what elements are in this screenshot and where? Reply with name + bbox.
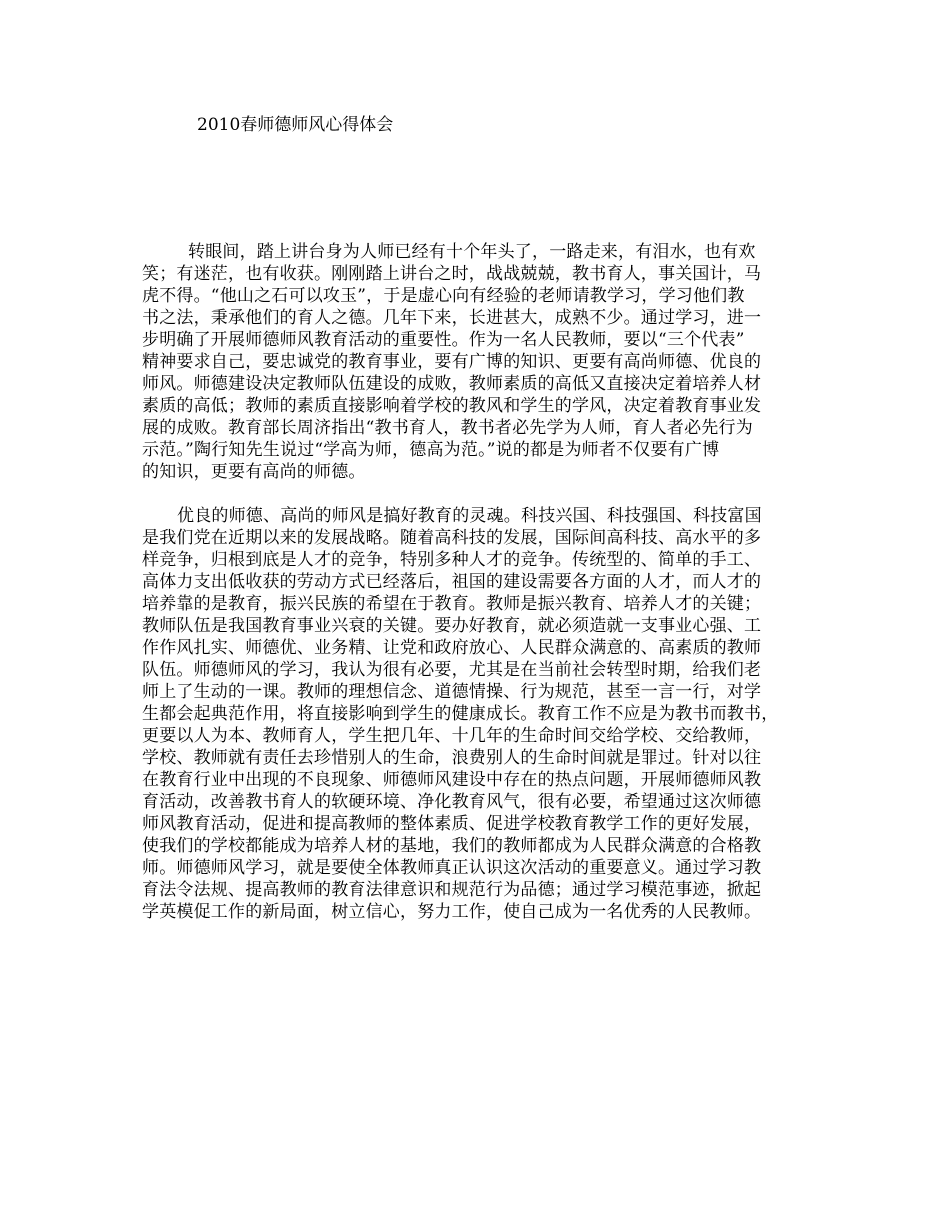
paragraph-2-line: 育活动，改善教书育人的软硬环境、净化教育风气，很有必要，希望通过这次师德	[142, 792, 762, 812]
paragraph-1-line: 展的成败。教育部长周济指出“教书育人，教书者必先学为人师，育人者必先行为	[142, 418, 753, 438]
paragraph-2-line: 高体力支出低收获的劳动方式已经落后，祖国的建设需要各方面的人才，而人才的	[142, 572, 762, 592]
paragraph-2-line: 培养靠的是教育，振兴民族的希望在于教育。教师是振兴教育、培养人才的关键；	[142, 594, 762, 614]
paragraph-1-line: 示范。”陶行知先生说过“学高为师，德高为范。”说的都是为师者不仅要有广博	[142, 440, 720, 460]
paragraph-1-line: 精神要求自己，要忠诚党的教育事业，要有广博的知识、更要有高尚师德、优良的	[142, 352, 762, 372]
paragraph-2-line: 教师队伍是我国教育事业兴衰的关键。要办好教育，就必须造就一支事业心强、工	[142, 616, 762, 636]
paragraph-2-line: 学英模促工作的新局面，树立信心，努力工作，使自己成为一名优秀的人民教师。	[142, 902, 762, 922]
paragraph-2-line: 样竞争，归根到底是人才的竞争，特别多种人才的竞争。传统型的、简单的手工、	[142, 550, 762, 570]
paragraph-2-line: 更要以人为本、教师育人，学生把几年、十几年的生命时间交给学校、交给教师，	[142, 726, 762, 746]
paragraph-2-line: 队伍。师德师风的学习，我认为很有必要，尤其是在当前社会转型时期，给我们老	[142, 660, 762, 680]
paragraph-2-line: 育法令法规、提高教师的教育法律意识和规范行为品德；通过学习模范事迹，掀起	[142, 880, 762, 900]
paragraph-1-line: 师风。师德建设决定教师队伍建设的成败，教师素质的高低又直接决定着培养人材	[142, 374, 762, 394]
paragraph-1-line: 书之法，秉承他们的育人之德。几年下来，长进甚大，成熟不少。通过学习，进一	[142, 308, 762, 328]
paragraph-2-line: 使我们的学校都能成为培养人材的基地，我们的教师都成为人民群众满意的合格教	[142, 836, 762, 856]
paragraph-2-line: 优良的师德、高尚的师风是搞好教育的灵魂。科技兴国、科技强国、科技富国	[177, 506, 762, 526]
document-title: 2010春师德师风心得体会	[197, 115, 394, 135]
paragraph-1-line: 虎不得。“他山之石可以攻玉”，于是虚心向有经验的老师请教学习，学习他们教	[142, 286, 745, 306]
paragraph-1-line: 笑；有迷茫，也有收获。刚刚踏上讲台之时，战战兢兢，教书育人，事关国计，马	[142, 264, 762, 284]
paragraph-1-line: 步明确了开展师德师风教育活动的重要性。作为一名人民教师，要以“三个代表”	[142, 330, 745, 350]
paragraph-1-line: 转眼间，踏上讲台身为人师已经有十个年头了，一路走来，有泪水，也有欢	[188, 242, 756, 262]
paragraph-2-line: 师风教育活动，促进和提高教师的整体素质、促进学校教育教学工作的更好发展，	[142, 814, 762, 834]
paragraph-2-line: 生都会起典范作用，将直接影响到学生的健康成长。教育工作不应是为教书而教书，	[142, 704, 779, 724]
paragraph-2-line: 作作风扎实、师德优、业务精、让党和政府放心、人民群众满意的、高素质的教师	[142, 638, 762, 658]
paragraph-2-line: 学校、教师就有责任去珍惜别人的生命，浪费别人的生命时间就是罪过。针对以往	[142, 748, 762, 768]
paragraph-2-line: 师。师德师风学习，就是要使全体教师真正认识这次活动的重要意义。通过学习教	[142, 858, 762, 878]
paragraph-1-line: 素质的高低；教师的素质直接影响着学校的教风和学生的学风，决定着教育事业发	[142, 396, 762, 416]
paragraph-2-line: 师上了生动的一课。教师的理想信念、道德情操、行为规范，甚至一言一行，对学	[142, 682, 762, 702]
paragraph-2-line: 是我们党在近期以来的发展战略。随着高科技的发展，国际间高科技、高水平的多	[142, 528, 762, 548]
paragraph-2-line: 在教育行业中出现的不良现象、师德师风建设中存在的热点问题，开展师德师风教	[142, 770, 762, 790]
paragraph-1-line: 的知识，更要有高尚的师德。	[142, 462, 366, 482]
